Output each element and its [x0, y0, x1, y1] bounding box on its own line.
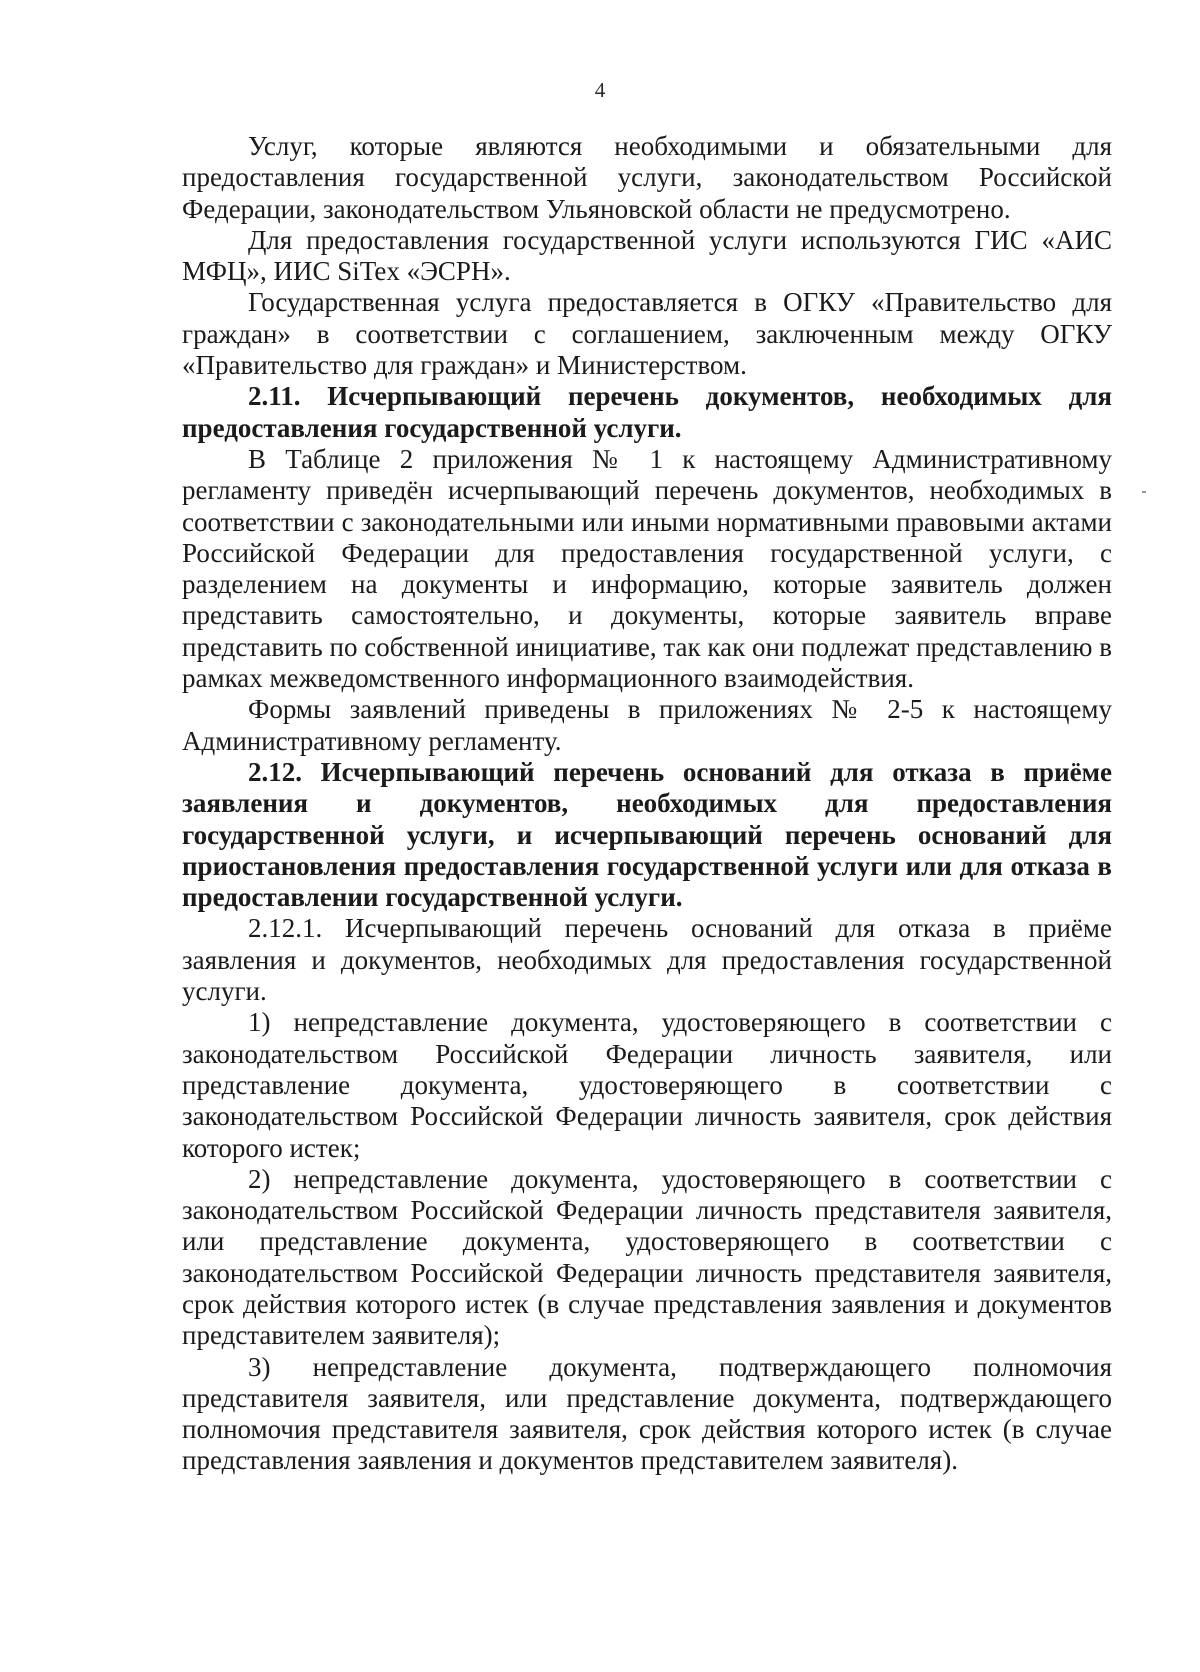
paragraph-documents-list: В Таблице 2 приложения № 1 к настоящему Административному регламенту приведён исчерпывающий перечень документов, необходимых в соответствии с законодательными или иными нормативными правовыми актами Российской Федерации для предоставления государственной услуги, с разделением на документы и информацию, которые заявитель должен представить самостоятельно, и документы, которые заявитель вправе представить по собственной инициативе, так как они подлежат представлению в рамках межведомственного информационного взаимодействия.	[182, 443, 1112, 694]
list-item-1: 1) непредставление документа, удостоверяющего в соответствии с законодательством Российской Федерации личность заявителя, или представление документа, удостоверяющего в соответствии с законодательством Российской Федерации личность заявителя, срок действия которого истек;	[182, 1007, 1112, 1163]
section-heading-2-11: 2.11. Исчерпывающий перечень документов, необходимых для предоставления государственной услуги.	[182, 381, 1112, 443]
list-item-2: 2) непредставление документа, удостоверяющего в соответствии с законодательством Российской Федерации личность представителя заявителя, или представление документа, удостоверяющего в соответствии с законодательством Российской Федерации личность представителя заявителя, срок действия которого истек (в случае представления заявления и документов представителем заявителя);	[182, 1163, 1112, 1351]
paragraph-information-systems: Для предоставления государственной услуги используются ГИС «АИС МФЦ», ИИС SiTex «ЭСРН».	[182, 224, 1112, 287]
paragraph-service-provider: Государственная услуга предоставляется в ОГКУ «Правительство для граждан» в соответствии с соглашением, заключенным между ОГКУ «Правительство для граждан» и Министерством.	[182, 287, 1112, 381]
paragraph-application-forms: Формы заявлений приведены в приложениях № 2-5 к настоящему Административному регламенту.	[182, 694, 1112, 756]
page-number: 4	[594, 78, 606, 102]
document-body	[182, 131, 1112, 1477]
paragraph-2-12-1: 2.12.1. Исчерпывающий перечень оснований для отказа в приёме заявления и документов, необходимых для предоставления государственной услуги.	[182, 913, 1112, 1007]
paragraph-services-not-required: Услуг, которые являются необходимыми и обязательными для предоставления государственной услуги, законодательством Российской Федерации, законодательством Ульяновской области не предусмотрено.	[182, 131, 1112, 224]
scan-speck	[1142, 491, 1146, 493]
section-heading-2-12: 2.12. Исчерпывающий перечень оснований для отказа в приёме заявления и документов, необходимых для предоставления государственной услуги, и исчерпывающий перечень оснований для приостановления предоставления государственной услуги или для отказа в предоставлении государственной услуги.	[182, 756, 1112, 913]
list-item-3: 3) непредставление документа, подтверждающего полномочия представителя заявителя, или представление документа, подтверждающего полномочия представителя заявителя, срок действия которого истек (в случае представления заявления и документов представителем заявителя).	[182, 1351, 1112, 1476]
